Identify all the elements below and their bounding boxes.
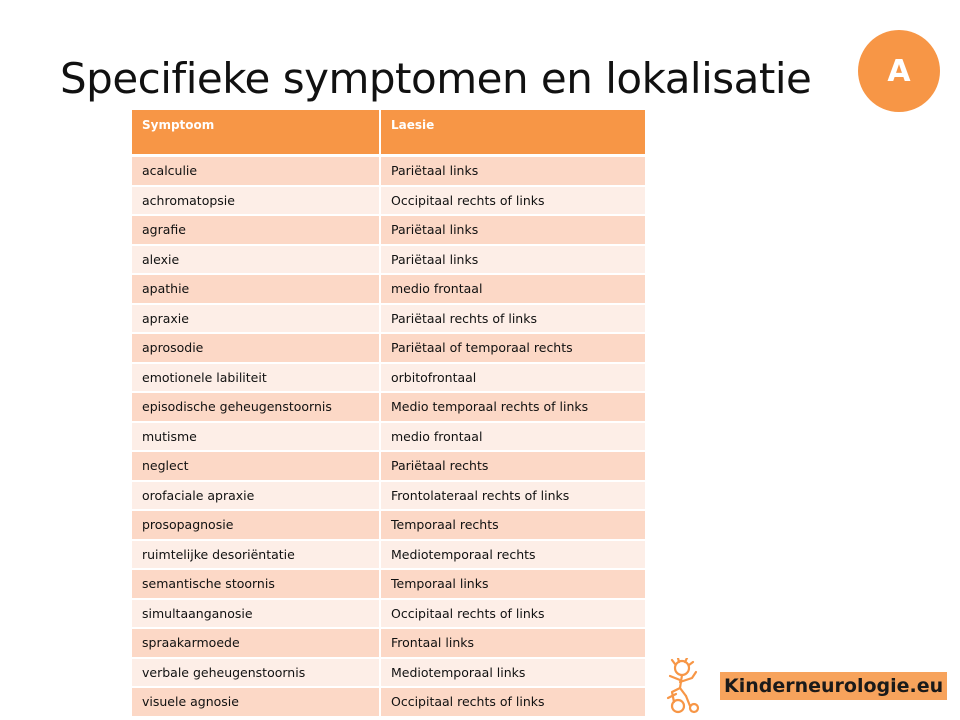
lesion-cell: Occipitaal rechts of links — [380, 687, 646, 717]
table-row — [132, 687, 646, 717]
lesion-cell: Temporaal links — [380, 569, 646, 599]
symptom-cell: achromatopsie — [132, 186, 380, 216]
table-row — [132, 363, 646, 393]
symptom-cell: prosopagnosie — [132, 510, 380, 540]
lesion-cell: Pariëtaal rechts of links — [380, 304, 646, 334]
lesion-cell: Temporaal rechts — [380, 510, 646, 540]
table-row — [132, 569, 646, 599]
table-row — [132, 304, 646, 334]
lesion-cell: Pariëtaal rechts — [380, 451, 646, 481]
symptom-cell: ruimtelijke desoriëntatie — [132, 540, 380, 570]
lesion-cell: Frontaal links — [380, 628, 646, 658]
table-row — [132, 186, 646, 216]
symptom-cell: semantische stoornis — [132, 569, 380, 599]
symptom-cell: agrafie — [132, 215, 380, 245]
logo-text: Kinderneurologie.eu — [720, 672, 947, 700]
slide-title: Specifieke symptomen en lokalisatie — [60, 54, 812, 103]
table-row — [132, 156, 646, 186]
table-row — [132, 333, 646, 363]
symptom-table — [132, 110, 647, 718]
symptom-cell: emotionele labiliteit — [132, 363, 380, 393]
lesion-cell: Medio temporaal rechts of links — [380, 392, 646, 422]
symptom-cell: simultaanganosie — [132, 599, 380, 629]
lesion-cell: Frontolateraal rechts of links — [380, 481, 646, 511]
symptom-cell: neglect — [132, 451, 380, 481]
table-row — [132, 628, 646, 658]
lesion-cell: medio frontaal — [380, 274, 646, 304]
lesion-cell: Pariëtaal links — [380, 245, 646, 275]
table-row — [132, 451, 646, 481]
symptom-cell: episodische geheugenstoornis — [132, 392, 380, 422]
symptom-cell: verbale geheugenstoornis — [132, 658, 380, 688]
lesion-cell: Occipitaal rechts of links — [380, 186, 646, 216]
lesion-cell: Mediotemporaal rechts — [380, 540, 646, 570]
lesion-cell: Pariëtaal links — [380, 215, 646, 245]
symptom-cell: visuele agnosie — [132, 687, 380, 717]
symptom-cell: mutisme — [132, 422, 380, 452]
table-row — [132, 540, 646, 570]
table-row — [132, 422, 646, 452]
table-body — [132, 156, 646, 717]
kinderneurologie-logo — [660, 658, 947, 714]
table-row — [132, 274, 646, 304]
symptom-cell: aprosodie — [132, 333, 380, 363]
symptom-cell: alexie — [132, 245, 380, 275]
table-row — [132, 599, 646, 629]
symptom-cell: apraxie — [132, 304, 380, 334]
lesion-cell: medio frontaal — [380, 422, 646, 452]
section-badge: A — [858, 30, 940, 112]
table-row — [132, 658, 646, 688]
column-header-lesion: Laesie — [380, 110, 646, 156]
lesion-cell: orbitofrontaal — [380, 363, 646, 393]
symptom-cell: spraakarmoede — [132, 628, 380, 658]
symptom-cell: acalculie — [132, 156, 380, 186]
kinderneurologie-figure-icon — [660, 658, 706, 714]
lesion-cell: Pariëtaal links — [380, 156, 646, 186]
column-header-symptom: Symptoom — [132, 110, 380, 156]
lesion-cell: Pariëtaal of temporaal rechts — [380, 333, 646, 363]
table-row — [132, 392, 646, 422]
symptom-cell: apathie — [132, 274, 380, 304]
lesion-cell: Occipitaal rechts of links — [380, 599, 646, 629]
table-row — [132, 510, 646, 540]
lesion-cell: Mediotemporaal links — [380, 658, 646, 688]
symptom-cell: orofaciale apraxie — [132, 481, 380, 511]
table-row — [132, 481, 646, 511]
table-row — [132, 215, 646, 245]
table-header-row — [132, 110, 646, 156]
table-row — [132, 245, 646, 275]
